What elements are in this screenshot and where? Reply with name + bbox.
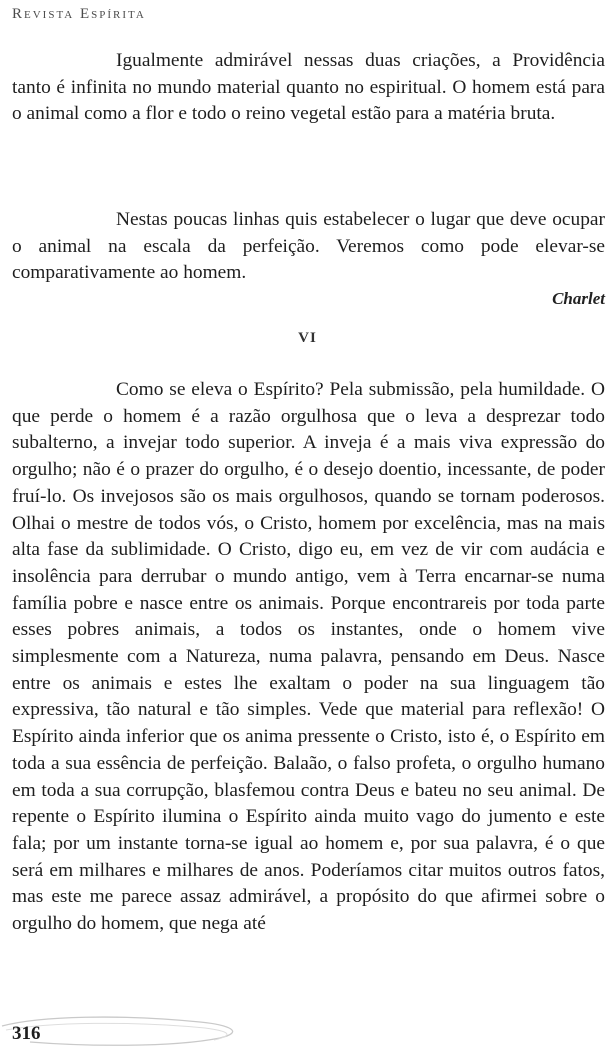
author-signature: Charlet	[552, 289, 605, 308]
paragraph-1: Igualmente admirável nessas duas criações, a Providência tanto é infinita no mundo material quanto no espiritual. O homem está para o animal como a flor e todo o reino vegetal estão para a matéria bruta.	[12, 50, 605, 125]
paragraph-3: Como se eleva o Espírito? Pela submissão, pela humildade. O que perde o homem é a razão orgulhosa que o leva a desprezar todo subalterno, a invejar todo superior. A inveja é a mais viva expressão do orgulho; não é o prazer do orgulho, é o desejo doentio, incessante, de poder fruí-lo. Os invejosos são os mais orgulhosos, quando se tornam poderosos. Olhai o mestre de todos vós, o Cristo, homem por excelência, mas na mais alta fase da sublimidade. O Cristo, digo eu, em vez de vir com audácia e insolência para derrubar o mundo antigo, vem à Terra encarnar-se numa família pobre e nasce entre os animais. Porque encontrareis por toda parte esses pobres animais, a todos os instantes, onde o homem vive simplesmente com a Natureza, numa palavra, pensando em Deus. Nasce entre os animais e estes lhe exaltam o poder na sua linguagem tão expressiva, tão natural e tão simples. Vede que material para reflexão! O Espírito ainda inferior que os anima pressente o Cristo, isto é, o Espírito em toda a sua essência de perfeição. Balaão, o falso profeta, o orgulho humano em toda a sua corrupção, blasfemou contra Deus e bateu no seu animal. De repente o Espírito ilumina o Espírito ainda muito vago do jumento e este fala; por um instante torna-se igual ao homem e, por sua palavra, é o que será em milhares e milhares de anos. Poderíamos citar muitos outros fatos, mas este me parece assaz admirável, a propósito do que afirmei sobre o orgulho do homem, que nega até	[12, 379, 605, 935]
running-head: Revista Espírita	[12, 6, 146, 22]
page-number: 316	[12, 1023, 41, 1044]
paragraph-2: Nestas poucas linhas quis estabelecer o lugar que deve ocupar o animal na escala da perfeição. Veremos como pode elevar-se comparativamente ao homem.	[12, 209, 605, 284]
section-number: VI	[298, 330, 317, 346]
